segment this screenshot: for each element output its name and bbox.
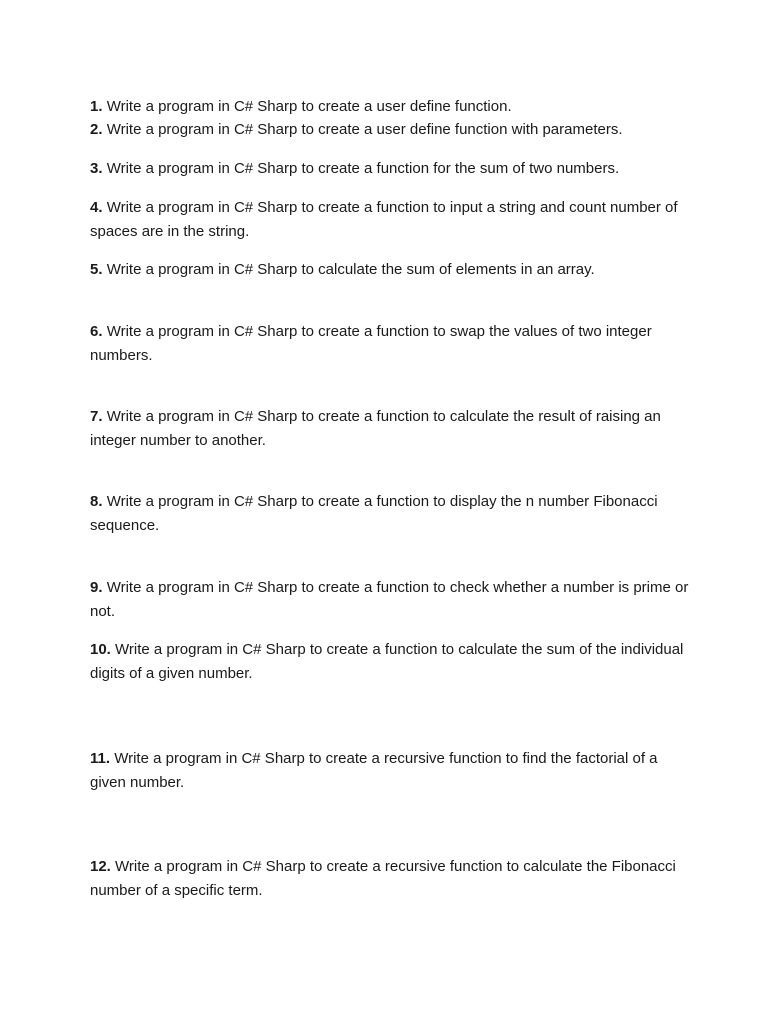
exercise-text: Write a program in C# Sharp to create a function to calculate the result of raising an integer number to another. [90, 408, 661, 449]
exercise-item [90, 576, 690, 623]
exercise-text: Write a program in C# Sharp to create a user define function with parameters. [106, 121, 623, 138]
exercise-item [90, 118, 690, 142]
exercise-number: 5. [90, 261, 103, 278]
exercise-text: Write a program in C# Sharp to create a function to input a string and count number of spaces are in the string. [90, 199, 678, 240]
exercise-item [90, 405, 690, 452]
exercise-item [90, 747, 690, 794]
exercise-number: 10. [90, 641, 111, 658]
exercise-number: 1. [90, 98, 103, 115]
exercise-text: Write a program in C# Sharp to create a function to check whether a number is prime or not. [90, 579, 689, 620]
exercise-text: Write a program in C# Sharp to create a function to calculate the sum of the individual digits of a given number. [90, 641, 684, 682]
exercise-text: Write a program in C# Sharp to create a recursive function to find the factorial of a given number. [90, 750, 658, 791]
exercise-text: Write a program in C# Sharp to create a recursive function to calculate the Fibonacci number of a specific term. [90, 858, 676, 899]
exercise-item [90, 490, 690, 537]
exercise-number: 9. [90, 579, 103, 596]
exercise-text: Write a program in C# Sharp to create a function to display the n number Fibonacci sequence. [90, 493, 658, 534]
exercise-item [90, 258, 690, 282]
exercise-text: Write a program in C# Sharp to create a function to swap the values of two integer numbers. [90, 323, 652, 364]
exercise-number: 11. [90, 750, 111, 767]
exercise-item [90, 855, 690, 902]
exercise-item [90, 95, 690, 119]
exercise-number: 3. [90, 160, 103, 177]
exercise-item [90, 320, 690, 367]
exercise-item [90, 196, 690, 243]
exercise-number: 7. [90, 408, 103, 425]
exercise-text: Write a program in C# Sharp to create a function for the sum of two numbers. [106, 160, 620, 177]
exercise-text: Write a program in C# Sharp to create a user define function. [106, 98, 512, 115]
exercise-number: 12. [90, 858, 111, 875]
exercise-item [90, 638, 690, 685]
exercise-number: 4. [90, 199, 103, 216]
exercise-number: 8. [90, 493, 103, 510]
exercise-text: Write a program in C# Sharp to calculate the sum of elements in an array. [106, 261, 595, 278]
exercise-number: 2. [90, 121, 103, 138]
exercise-item [90, 157, 690, 181]
exercise-number: 6. [90, 323, 103, 340]
